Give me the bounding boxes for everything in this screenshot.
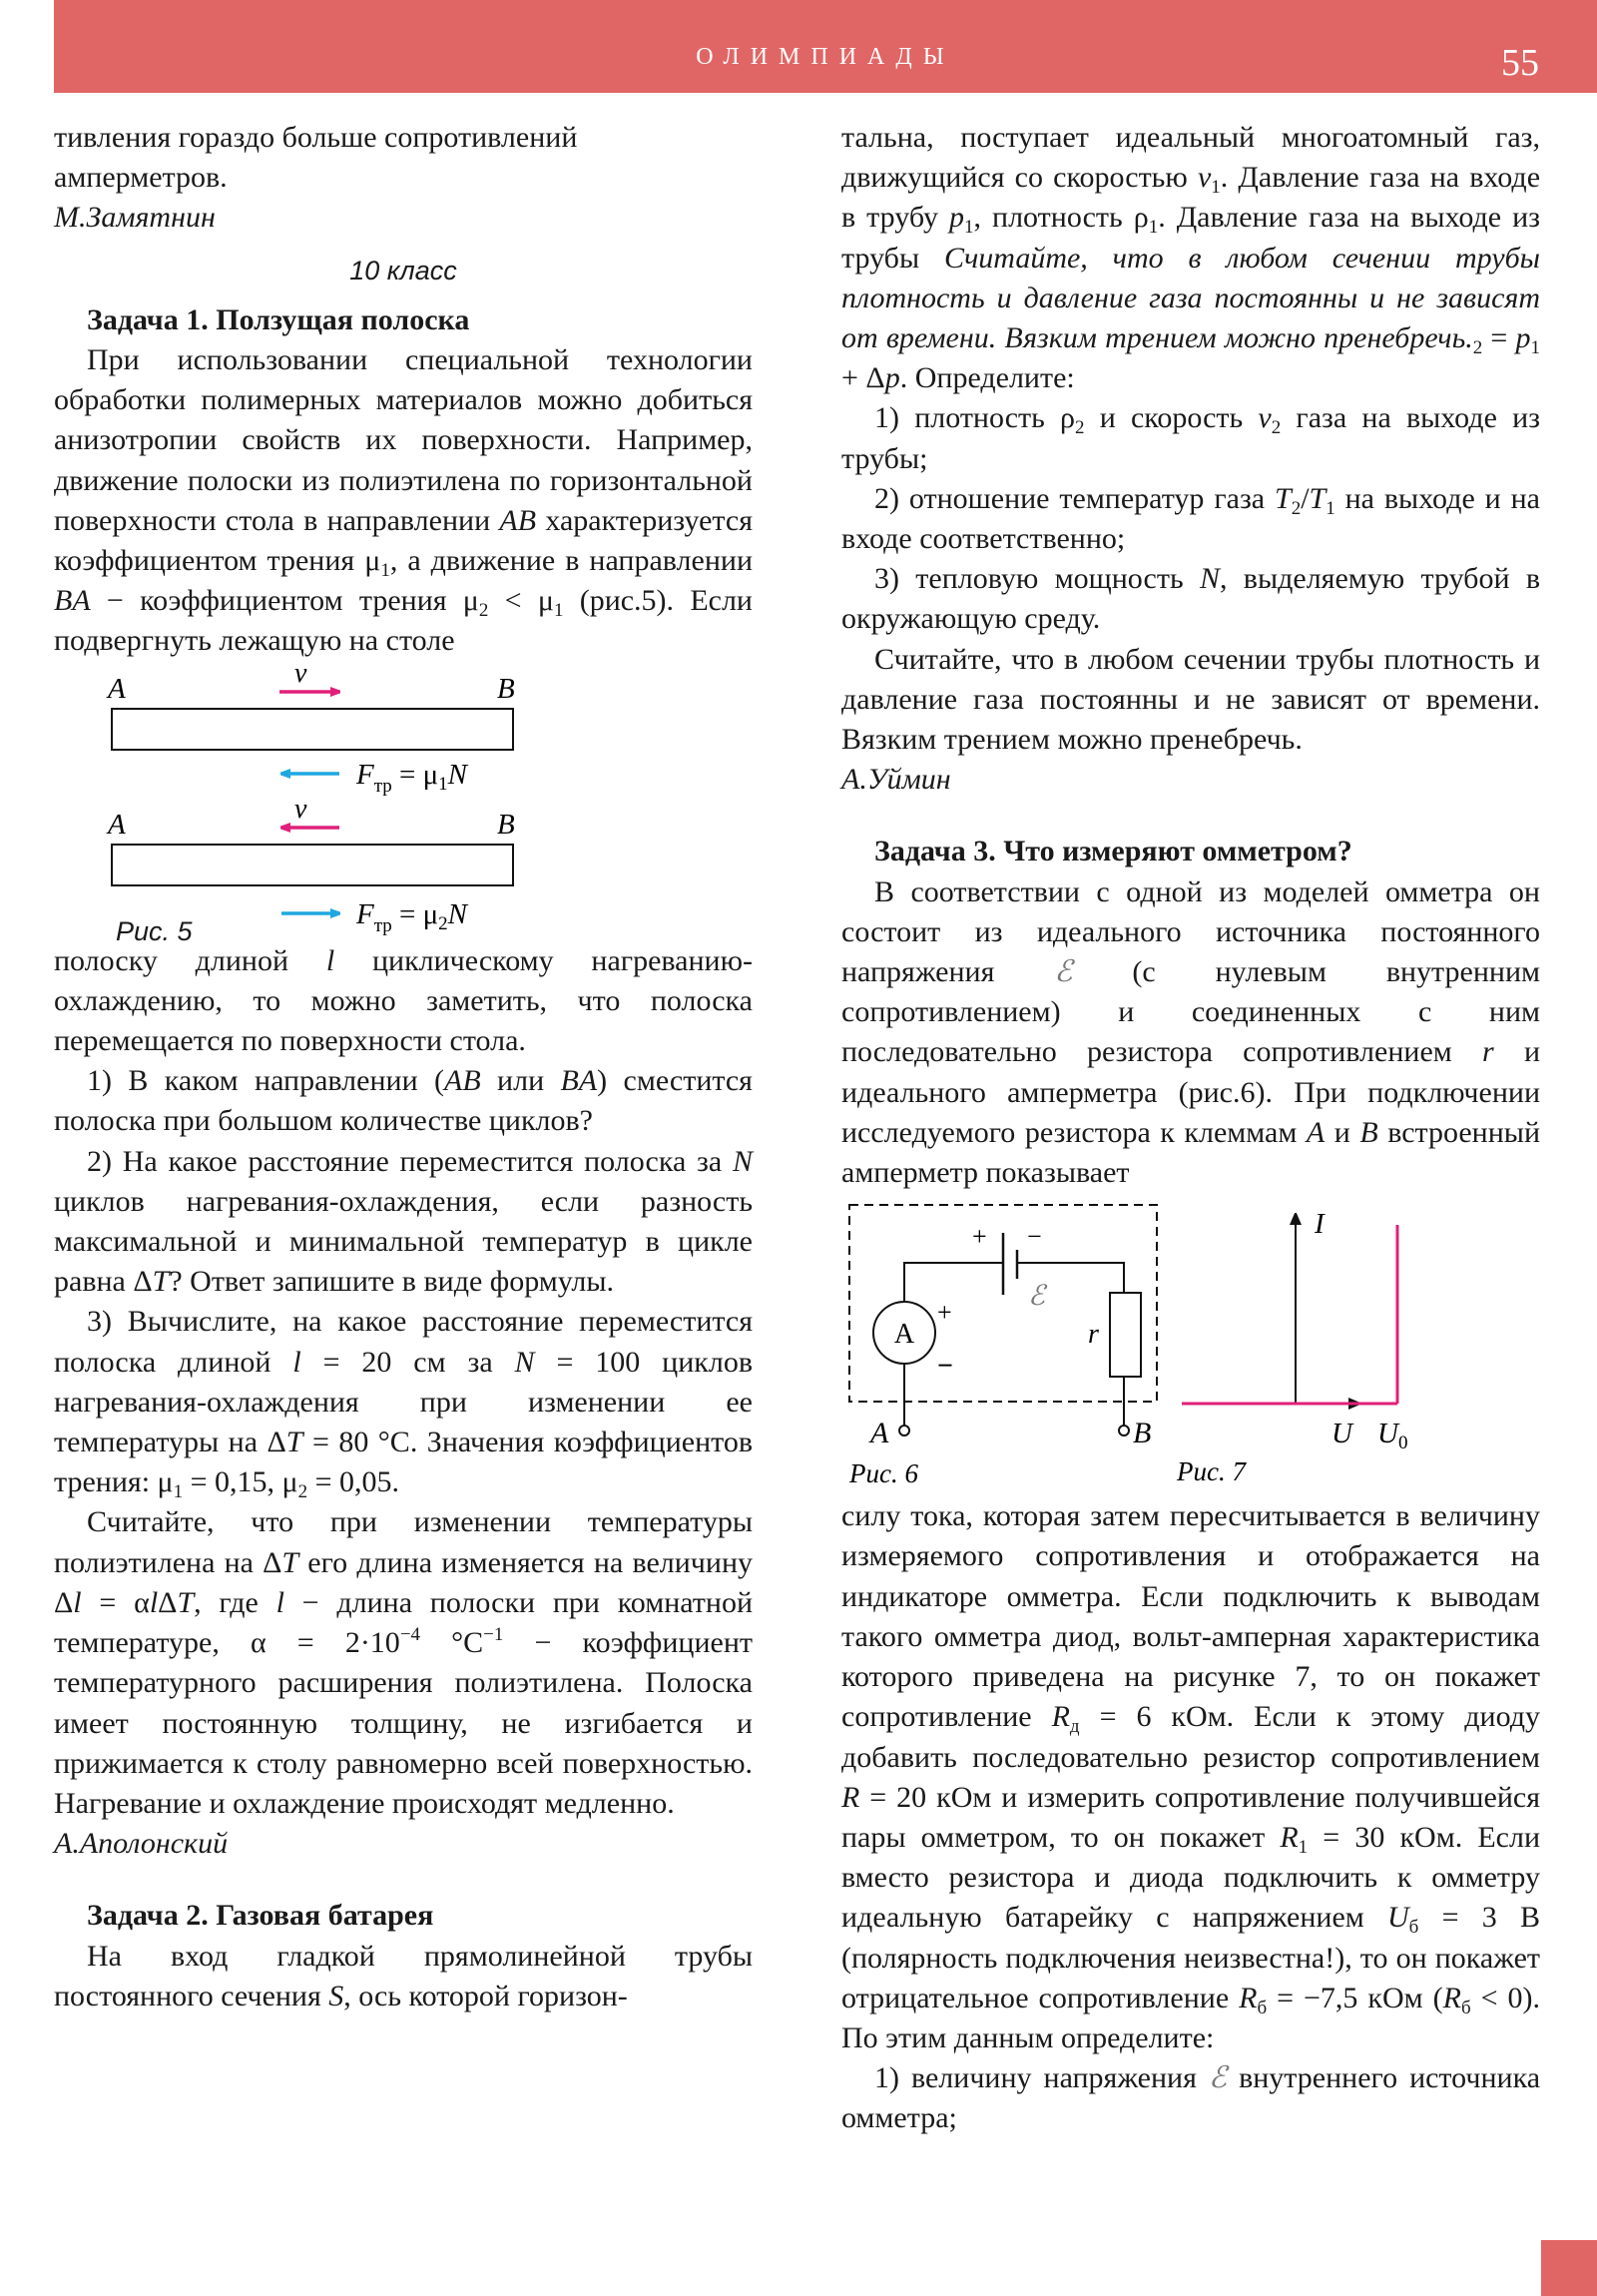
- figures-6-7: [827, 1193, 1546, 1492]
- task-title: Задача 3. Что измеряют омметром?: [874, 835, 1352, 868]
- task-title: Задача 1. Ползущая полоска: [87, 302, 470, 336]
- paragraph: полоску длиной l циклическому нагреванию-охлаждению, то можно заметить, что полоска перемещается по поверхности стола.: [54, 943, 753, 1058]
- minus-sign: −: [937, 1351, 953, 1383]
- minus-sign: −: [1027, 1222, 1042, 1252]
- figure-7-chart: [1176, 1208, 1407, 1486]
- section-title: ОЛИМПИАДЫ: [696, 44, 955, 70]
- figure-caption: Рис. 7: [1177, 1456, 1246, 1487]
- y-axis-label: I: [1315, 1208, 1325, 1241]
- label-b: B: [497, 672, 515, 705]
- paragraph: Считайте, что при изменении температуры полиэтилена на ΔT его длина изменяется на величину Δl = αlΔT, где l − длина полоски при комнатной температуре, $\alpha = 2\cdot 10^{-4}$ $^\circ С^{-1}$ − коэффициент температурного расширения полиэтилена. Полоска имеет постоянную толщину, не изгибается и прижимается к столу равномерно всей поверхностью. Нагревание и охлаждение происходят медленно.: [54, 1505, 754, 1820]
- figure-caption: Рис. 5: [116, 915, 193, 946]
- figure-6-circuit: [848, 1205, 1157, 1488]
- plus-sign: +: [972, 1222, 987, 1252]
- page-header: [54, 0, 1597, 93]
- page-corner-tab: [1541, 2240, 1597, 2296]
- paragraph: При использовании специальной технологии обработки полимерных материалов можно добиться анизотропии свойств их поверхности. Например, движение полоски из полиэтилена по горизонтальной поверхности стола в направлении AB характеризуется коэффициентом трения $\mu_1$, а движение в направлении BA − коэффициентом трения $\mu_2 < \mu_1$ (рис.5). Если подвергнуть лежащую на столе: [54, 343, 753, 658]
- friction-label: $F_{тр} = \mu_2N$: [356, 897, 468, 936]
- resistor-icon: [1110, 1293, 1141, 1377]
- author-signature: А.Уймин: [841, 763, 951, 797]
- ammeter-label: A: [893, 1319, 915, 1351]
- friction-label: $F_{тр} = \mu_1N$: [356, 758, 468, 797]
- paragraph: На вход гладкой прямолинейной трубы постоянного сечения S, ось которой горизон-: [54, 1939, 753, 2012]
- paragraph: силу тока, которая затем пересчитывается в величину измеряемого сопротивления и отображается на индикаторе омметра. Если подключить к выводам такого омметра диод, вольт-амперная характеристика которого приведена на рисунке 7, то он покажет сопротивление $R_д = 6$ кОм. Если к этому диоду добавить последовательно резистор сопротивлением R = 20 кОм и измерить сопротивление получившейся пары омметром, то он покажет $R_1 = 30$ кОм. Если вместо резистора и диода подключить к омметру идеальную батарейку с напряжением $U_б = 3$ В (полярность подключения неизвестна!), то он покажет отрицательное сопротивление $R_б = -7,5$ кОм $(R_б < 0)$. По этим данным определите:: [841, 1499, 1541, 2054]
- figure-caption: Рис. 6: [849, 1458, 918, 1489]
- terminal-b[interactable]: [1119, 1426, 1129, 1435]
- label-a: A: [108, 808, 126, 841]
- question-1: 1) плотность $\rho_2$ и скорость $v_2$ газа на выходе из трубы;: [841, 401, 1540, 475]
- label-a: A: [108, 672, 126, 705]
- left-column: [54, 118, 753, 2016]
- strip: [112, 709, 513, 750]
- right-column: [841, 118, 1540, 2139]
- question-1: 1) В каком направлении (AB или BA) сместится полоска при большом количестве циклов?: [54, 1064, 753, 1138]
- resistor-label: r: [1088, 1319, 1099, 1351]
- paragraph: тальна, поступает идеальный многоатомный газ, движущийся со скоростью $v_1$. Давление газа на входе в трубу $p_1$, плотность $\rho_1$. Давление газа на выходе из трубы Считайте, что в любом сечении трубы плотность и давление газа постоянны и не зависят от времени. Вязким трением можно $пренебречь._2 = p_1 + \Delta p$. Определите:: [841, 121, 1541, 395]
- iv-curve: [1182, 1225, 1397, 1404]
- strip: [112, 845, 513, 885]
- terminal-b-label: B: [1133, 1417, 1152, 1450]
- question-2: 2) отношение температур газа $T_2/T_1$ на выходе и на входе соответственно;: [841, 481, 1540, 556]
- grade-heading: 10 класс: [349, 255, 457, 286]
- paragraph: тивления гораздо больше сопротивлений амперметров.: [54, 121, 578, 195]
- question-2: 2) На какое расстояние переместится полоска за N циклов нагревания-охлаждения, если разность максимальной и минимальной температур в цикле равна ΔT? Ответ запишите в виде формулы.: [54, 1144, 753, 1299]
- label-b: B: [497, 808, 515, 841]
- terminal-a-label: A: [870, 1417, 889, 1450]
- paragraph: Считайте, что в любом сечении трубы плотность и давление газа постоянны и не зависят от времени. Вязким трением можно пренебречь.: [841, 642, 1540, 757]
- page-number: 55: [1501, 42, 1539, 84]
- paragraph: В соответствии с одной из моделей омметра он состоит из идеального источника постоянного напряжения ℰ (с нулевым внутренним сопротивлением) и соединенных с ним последовательно резистора сопротивлением r и идеального амперметра (рис.6). При подключении исследуемого резистора к клеммам A и B встроенный амперметр показывает: [841, 874, 1541, 1190]
- plus-sign: +: [937, 1298, 952, 1328]
- wire: [904, 1263, 1002, 1301]
- question-3: 3) Вычислите, на какое расстояние переместится полоска длиной l = 20 см за N = 100 циклов нагревания-охлаждения при изменении ее температуры на ΔT = 80 °С. Значения коэффициентов трения: $\mu_1 = 0,15$, $\mu_2 = 0,05$.: [54, 1305, 753, 1503]
- emf-label: ℰ: [1028, 1279, 1045, 1313]
- x-tick-u0: $U_0$: [1377, 1418, 1408, 1454]
- question-1: 1) величину напряжения ℰ внутреннего источника омметра;: [841, 2060, 1541, 2135]
- strip-ab: [106, 658, 515, 797]
- velocity-label: v: [294, 793, 307, 825]
- x-axis-label: U: [1331, 1418, 1352, 1450]
- terminal-a[interactable]: [899, 1426, 909, 1435]
- author-signature: М.Замятнин: [54, 201, 216, 235]
- question-3: 3) тепловую мощность N, выделяемую трубой в окружающую среду.: [841, 562, 1540, 636]
- author-signature: А.Аполонский: [54, 1827, 229, 1861]
- task-title: Задача 2. Газовая батарея: [87, 1899, 434, 1933]
- velocity-label: v: [294, 657, 307, 689]
